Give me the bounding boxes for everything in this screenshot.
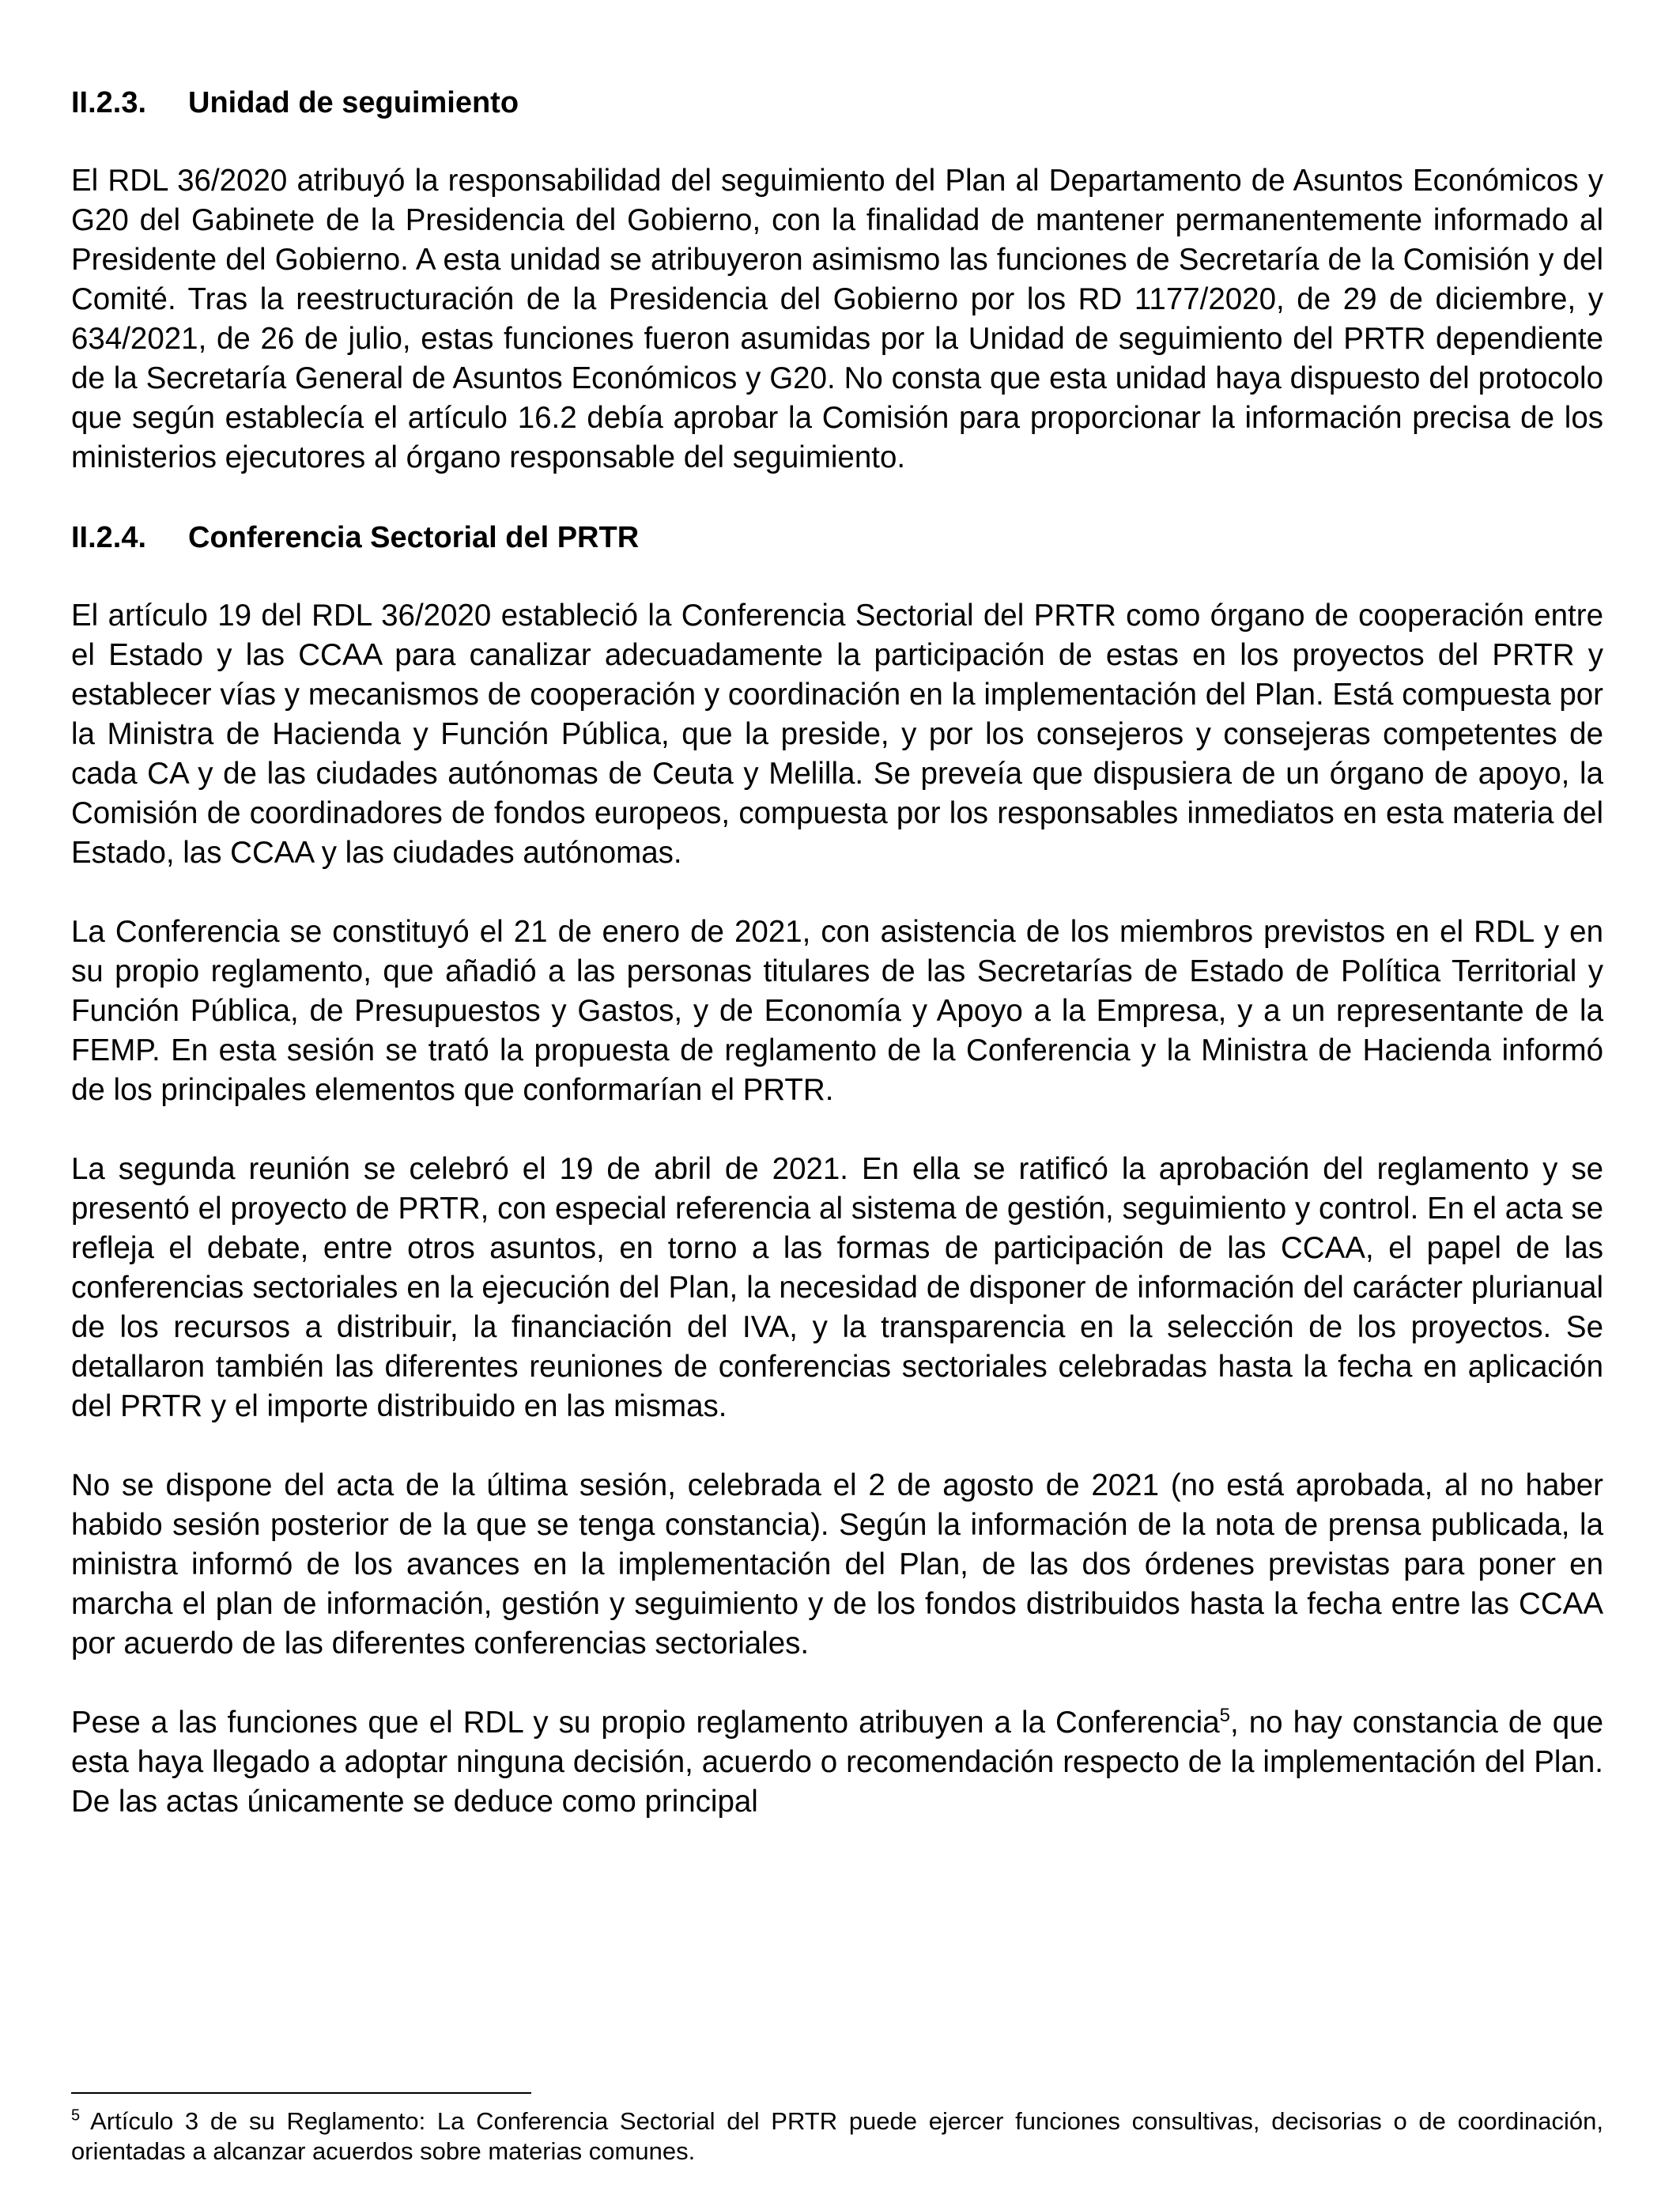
section-title: Unidad de seguimiento [188, 86, 519, 119]
page-body [71, 84, 1603, 1861]
paragraph: No se dispone del acta de la última sesión, celebrada el 2 de agosto de 2021 (no está aprobada, al no haber habido sesión posterior de la que se tenga constancia). Según la información de la nota de prensa publicada, la ministra informó de los avances en la implementación del Plan, de las dos órdenes previstas para poner en marcha el plan de información, gestión y seguimiento y de los fondos distribuidos hasta la fecha entre las CCAA por acuerdo de las diferentes conferencias sectoriales. [71, 1468, 1603, 1660]
paragraph: La segunda reunión se celebró el 19 de abril de 2021. En ella se ratificó la aprobación del reglamento y se presentó el proyecto de PRTR, con especial referencia al sistema de gestión, seguimiento y control. En el acta se refleja el debate, entre otros asuntos, en torno a las formas de participación de las CCAA, el papel de las conferencias sectoriales en la ejecución del Plan, la necesidad de disponer de información del carácter plurianual de los recursos a distribuir, la financiación del IVA, y la transparencia en la selección de los proyectos. Se detallaron también las diferentes reuniones de conferencias sectoriales celebradas hasta la fecha en aplicación del PRTR y el importe distribuido en las mismas. [71, 1152, 1603, 1423]
footnote [71, 2106, 1603, 2167]
paragraph: El RDL 36/2020 atribuyó la responsabilidad del seguimiento del Plan al Departamento de Asuntos Económicos y G20 del Gabinete de la Presidencia del Gobierno, con la finalidad de mantener permanentemente informado al Presidente del Gobierno. A esta unidad se atribuyeron asimismo las funciones de Secretaría de la Comisión y del Comité. Tras la reestructuración de la Presidencia del Gobierno por los RD 1177/2020, de 29 de diciembre, y 634/2021, de 26 de julio, estas funciones fueron asumidas por la Unidad de seguimiento del PRTR dependiente de la Secretaría General de Asuntos Económicos y G20. No consta que esta unidad haya dispuesto del protocolo que según establecía el artículo 16.2 debía aprobar la Comisión para proporcionar la información precisa de los ministerios ejecutores al órgano responsable del seguimiento. [71, 164, 1603, 474]
paragraph-text-before-ref: Pese a las funciones que el RDL y su propio reglamento atribuyen a la Conferencia [71, 1706, 1220, 1740]
section-heading-unidad-seguimiento [71, 84, 1603, 122]
paragraph: El artículo 19 del RDL 36/2020 estableció la Conferencia Sectorial del PRTR como órgano de cooperación entre el Estado y las CCAA para canalizar adecuadamente la participación de estas en los proyectos del PRTR y establecer vías y mecanismos de cooperación y coordinación en la implementación del Plan. Está compuesta por la Ministra de Hacienda y Función Pública, que la preside, y por los consejeros y consejeras competentes de cada CA y de las ciudades autónomas de Ceuta y Melilla. Se preveía que dispusiera de un órgano de apoyo, la Comisión de coordinadores de fondos europeos, compuesta por los responsables inmediatos en esta materia del Estado, las CCAA y las ciudades autónomas. [71, 599, 1603, 870]
paragraph: La Conferencia se constituyó el 21 de enero de 2021, con asistencia de los miembros previstos en el RDL y en su propio reglamento, que añadió a las personas titulares de las Secretarías de Estado de Política Territorial y Función Pública, de Presupuestos y Gastos, y de Economía y Apoyo a la Empresa, y a un representante de la FEMP. En esta sesión se trató la propuesta de reglamento de la Conferencia y la Ministra de Hacienda informó de los principales elementos que conformarían el PRTR. [71, 915, 1603, 1107]
section-number: II.2.3. [71, 86, 147, 119]
footnote-marker: 5 [71, 2106, 81, 2125]
paragraph-text-after-ref: , no hay constancia de que esta haya llegado a adoptar ninguna decisión, acuerdo o recomendación respecto de la implementación del Plan. De las actas únicamente se deduce como principal [71, 1706, 1603, 1819]
section-title: Conferencia Sectorial del PRTR [188, 521, 640, 554]
footnote-separator [71, 2092, 531, 2094]
footnote-text: Artículo 3 de su Reglamento: La Conferencia Sectorial del PRTR puede ejercer funciones consultivas, decisorias o de coordinación, orientadas a alcanzar acuerdos sobre materias comunes. [71, 2107, 1603, 2165]
section-number: II.2.4. [71, 521, 147, 554]
section-heading-conferencia-sectorial [71, 519, 1603, 557]
paragraph-with-footnote-ref [71, 1703, 1603, 1822]
footnote-reference[interactable]: 5 [1219, 1705, 1230, 1727]
